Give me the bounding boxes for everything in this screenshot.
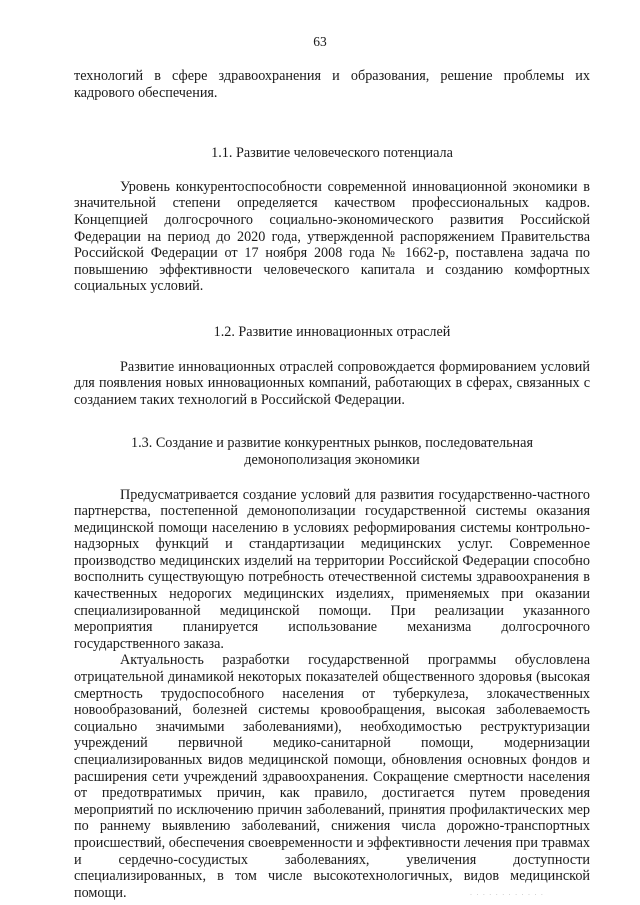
page-number: 63: [313, 34, 327, 49]
section-1-3-paragraph-2: Актуальность разработки государственной программы обусловлена отрицательной динамикой некоторых показателей общественного здоровья (высокая смертность трудоспособного населения от туберкулеза, злокачественных новообразований, болезней системы кровообращения, высокая заболеваемость социально значимыми заболеваниями), необходимостью реструктуризации учреждений первичной медико-санитарной помощи, модернизации специализированных видов медицинской помощи, обновления основных фондов и расширения сети учреждений здравоохранения. Сокращение смертности населения от предотвратимых причин, как правило, достигается путем проведения мероприятий по исключению причин заболеваний, принятия профилактических мер по раннему выявлению заболеваний, снижения числа дорожно-транспортных происшествий, обеспечения своевременности и эффективности лечения при травмах и сердечно-сосудистых заболеваниях, увеличения доступности специализированных, в том числе высокотехнологичных, видов медицинской помощи.: [74, 652, 590, 901]
section-heading-1-1: 1.1. Развитие человеческого потенциала: [211, 145, 453, 162]
intro-paragraph: технологий в сфере здравоохранения и образования, решение проблемы их кадрового обеспечения.: [74, 68, 590, 101]
section-heading-1-3-line-1: 1.3. Создание и развитие конкурентных рынков, последовательная: [131, 435, 533, 452]
section-1-2-paragraph: Развитие инновационных отраслей сопровождается формированием условий для появления новых инновационных компаний, работающих в сферах, связанных с созданием таких технологий в Российской Федерации.: [74, 358, 590, 408]
section-1-1-paragraph: Уровень конкурентоспособности современной инновационной экономики в значительной степени определяется качеством профессиональных кадров. Концепцией долгосрочного социально-экономического развития Российской Федерации на период до 2020 года, утвержденной распоряжением Правительства Российской Федерации от 17 ноября 2008 года № 1662-р, поставлена задача по повышению эффективности человеческого капитала и созданию комфортных социальных условий.: [74, 178, 590, 295]
faint-footer-mark: · · · · · · · · · · · ·: [469, 891, 544, 899]
section-heading-1-2: 1.2. Развитие инновационных отраслей: [213, 323, 451, 340]
section-heading-1-3: [74, 435, 590, 468]
section-1-3-paragraph-1: Предусматривается создание условий для развития государственно-частного партнерства, постепенной демонополизации государственной системы оказания медицинской помощи населению в условиях реформирования системы контрольно-надзорных функций и стандартизации медицинских услуг. Современное производство медицинских изделий на территории Российской Федерации способно восполнить существующую потребность отечественной системы здравоохранения в качественных недорогих медицинских изделиях, применяемых при оказании специализированной медицинской помощи. При реализации указанного мероприятия планируется использование механизма долгосрочного государственного заказа.: [74, 486, 590, 652]
page-content: [74, 68, 590, 901]
section-heading-1-3-line-2: демонополизация экономики: [244, 451, 420, 468]
